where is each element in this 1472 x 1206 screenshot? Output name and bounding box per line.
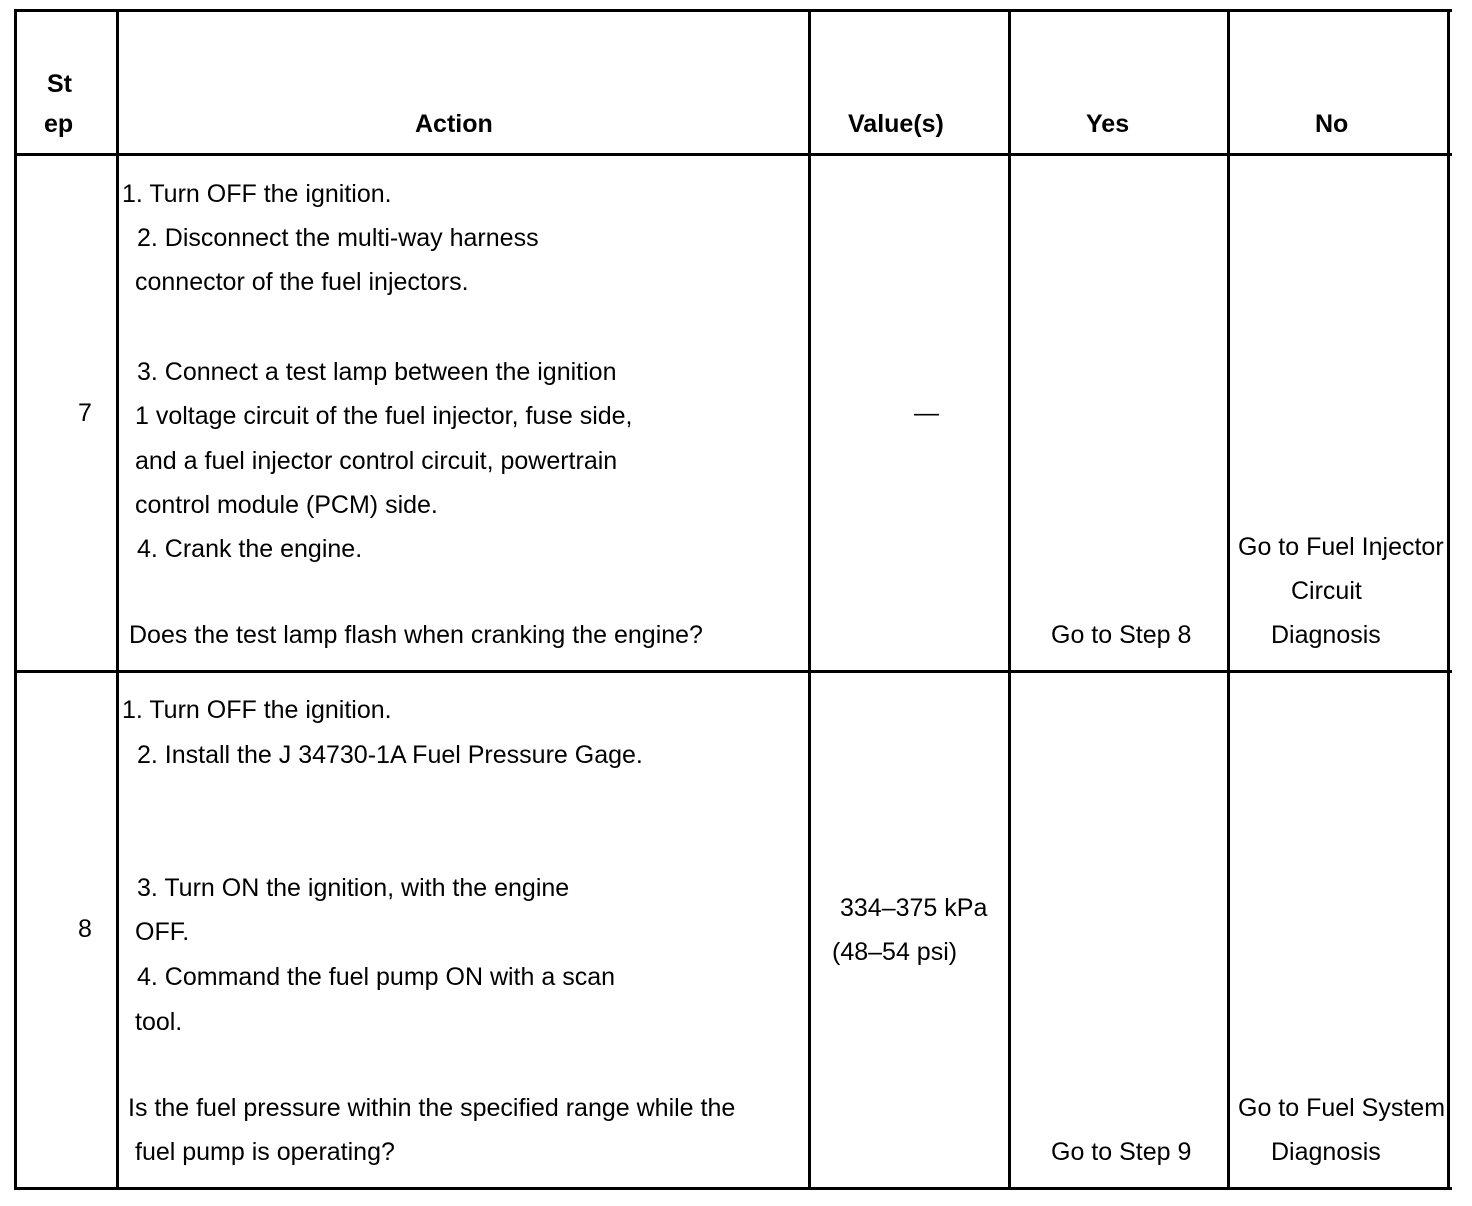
- header-values: Value(s): [848, 110, 944, 138]
- column-divider-value: [1008, 9, 1011, 1190]
- action-line: 4. Command the fuel pump ON with a scan: [137, 963, 616, 991]
- value-line: (48–54 psi): [832, 938, 958, 966]
- no-cell-line: Go to Fuel Injector: [1238, 533, 1444, 561]
- no-column-clip: [1230, 0, 1448, 1206]
- no-cell-line: Diagnosis: [1271, 621, 1381, 649]
- action-line: 2. Install the J 34730-1A Fuel Pressure Gage.: [137, 741, 643, 769]
- no-cell-line: Circuit: [1291, 577, 1362, 605]
- table-border-left: [14, 9, 17, 1190]
- value-cell: —: [914, 399, 939, 427]
- action-question: Does the test lamp flash when cranking the engine?: [129, 621, 703, 649]
- action-line: control module (PCM) side.: [135, 491, 438, 519]
- action-line: 3. Connect a test lamp between the ignition: [137, 358, 617, 386]
- action-line: OFF.: [135, 918, 190, 946]
- no-cell-line: Diagnosis: [1271, 1138, 1381, 1166]
- header-step-line1: St: [47, 70, 72, 98]
- no-cell-line: Go to Fuel System: [1238, 1094, 1446, 1122]
- action-line: connector of the fuel injectors.: [135, 268, 469, 296]
- column-divider-step: [116, 9, 119, 1190]
- header-yes: Yes: [1086, 110, 1130, 138]
- yes-cell: Go to Step 8: [1051, 621, 1192, 649]
- yes-cell: Go to Step 9: [1051, 1138, 1192, 1166]
- header-no: No: [1315, 110, 1349, 138]
- action-line: and a fuel injector control circuit, powertrain: [135, 447, 618, 475]
- header-step-line2: ep: [44, 110, 74, 138]
- action-question: Is the fuel pressure within the specified range while the: [128, 1094, 736, 1122]
- value-line: 334–375 kPa: [840, 894, 988, 922]
- header-action: Action: [415, 110, 493, 138]
- action-line: tool.: [135, 1008, 183, 1036]
- step-number: 8: [78, 915, 92, 943]
- action-line: 2. Disconnect the multi-way harness: [137, 224, 539, 252]
- action-line: 3. Turn ON the ignition, with the engine: [137, 874, 570, 902]
- action-line: 1. Turn OFF the ignition.: [122, 696, 392, 724]
- action-question: fuel pump is operating?: [135, 1138, 395, 1166]
- column-divider-action: [808, 9, 811, 1190]
- step-number: 7: [78, 399, 92, 427]
- action-line: 1. Turn OFF the ignition.: [122, 180, 392, 208]
- action-line: 4. Crank the engine.: [137, 535, 363, 563]
- action-line: 1 voltage circuit of the fuel injector, fuse side,: [135, 402, 633, 430]
